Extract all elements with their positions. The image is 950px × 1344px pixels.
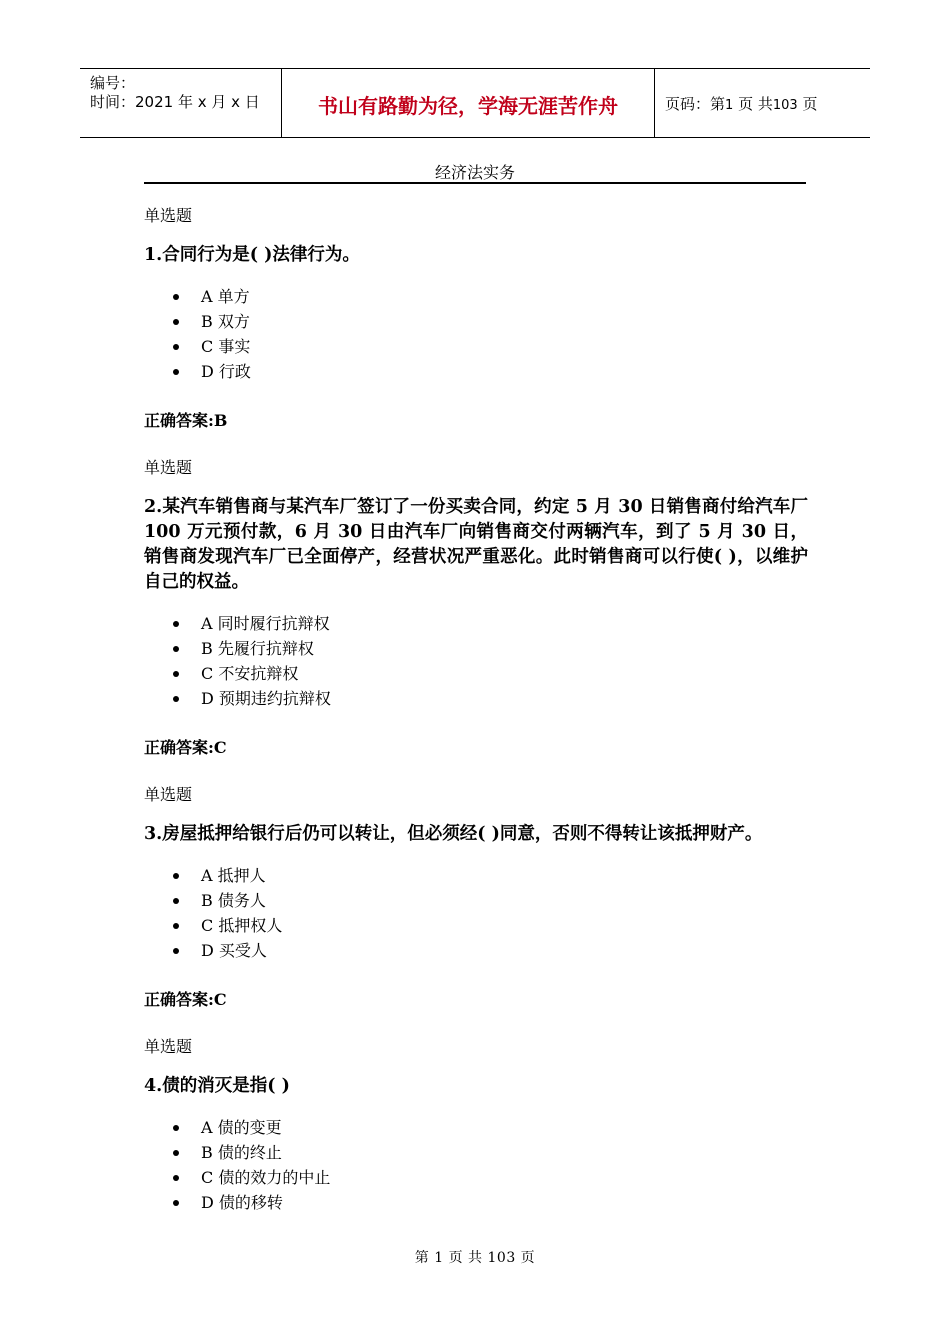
bullet-icon bbox=[173, 369, 179, 375]
option-text: C 不安抗辩权 bbox=[201, 664, 299, 683]
correct-answer: 正确答案:B bbox=[144, 411, 228, 430]
bullet-icon bbox=[173, 1150, 179, 1156]
option-item bbox=[170, 359, 251, 384]
motto: 书山有路勤为径，学海无涯苦作舟 bbox=[318, 94, 618, 118]
option-text: D 债的移转 bbox=[201, 1193, 283, 1212]
option-text: C 事实 bbox=[201, 337, 251, 356]
bullet-icon bbox=[173, 671, 179, 677]
question-stem: 4.债的消灭是指( ) bbox=[144, 1076, 290, 1096]
section-label: 单选题 bbox=[144, 1037, 193, 1056]
option-text: A 债的变更 bbox=[201, 1118, 282, 1137]
bullet-icon bbox=[173, 873, 179, 879]
bullet-icon bbox=[173, 1200, 179, 1206]
section-label: 单选题 bbox=[144, 458, 193, 477]
option-item bbox=[170, 888, 282, 913]
title-divider bbox=[144, 182, 806, 184]
option-item bbox=[170, 1165, 330, 1190]
header-motto-cell bbox=[282, 69, 655, 137]
option-text: B 先履行抗辩权 bbox=[201, 639, 314, 658]
option-item bbox=[170, 309, 251, 334]
section-label: 单选题 bbox=[144, 785, 193, 804]
option-item bbox=[170, 1190, 330, 1215]
bullet-icon bbox=[173, 344, 179, 350]
option-list bbox=[170, 1115, 330, 1215]
option-item bbox=[170, 284, 251, 309]
bullet-icon bbox=[173, 646, 179, 652]
option-text: D 预期违约抗辩权 bbox=[201, 689, 331, 708]
page-middle: 页 共 bbox=[738, 95, 773, 113]
option-text: B 债务人 bbox=[201, 891, 266, 910]
bullet-icon bbox=[173, 696, 179, 702]
bullet-icon bbox=[173, 1125, 179, 1131]
option-text: D 行政 bbox=[201, 362, 251, 381]
option-item bbox=[170, 913, 282, 938]
option-item bbox=[170, 686, 331, 711]
question-stem: 1.合同行为是( )法律行为。 bbox=[144, 245, 360, 265]
option-list bbox=[170, 284, 251, 384]
option-item bbox=[170, 334, 251, 359]
question-stem: 3.房屋抵押给银行后仍可以转让，但必须经( )同意，否则不得转让该抵押财产。 bbox=[144, 824, 763, 844]
option-text: B 债的终止 bbox=[201, 1143, 282, 1162]
page-number: 1 bbox=[725, 98, 734, 113]
bullet-icon bbox=[173, 1175, 179, 1181]
option-item bbox=[170, 1140, 330, 1165]
page-total: 103 bbox=[772, 98, 798, 113]
option-item bbox=[170, 636, 331, 661]
option-text: A 同时履行抗辩权 bbox=[201, 614, 330, 633]
option-text: A 抵押人 bbox=[201, 866, 266, 885]
option-text: C 抵押权人 bbox=[201, 916, 283, 935]
option-item bbox=[170, 1115, 330, 1140]
option-text: C 债的效力的中止 bbox=[201, 1168, 331, 1187]
header-info-cell bbox=[80, 69, 282, 137]
page-suffix: 页 bbox=[802, 95, 818, 113]
bullet-icon bbox=[173, 319, 179, 325]
option-item bbox=[170, 611, 331, 636]
option-text: A 单方 bbox=[201, 287, 250, 306]
code-label: 编号： bbox=[90, 74, 136, 92]
bullet-icon bbox=[173, 948, 179, 954]
option-text: B 双方 bbox=[201, 312, 250, 331]
option-list bbox=[170, 611, 331, 711]
correct-answer: 正确答案:C bbox=[144, 990, 227, 1009]
bullet-icon bbox=[173, 898, 179, 904]
option-item bbox=[170, 661, 331, 686]
date-line: 时间：2021 年 x 月 x 日 bbox=[90, 93, 260, 111]
page-info bbox=[665, 93, 817, 114]
document-title: 经济法实务 bbox=[434, 163, 515, 182]
page-prefix: 页码：第 bbox=[665, 95, 726, 113]
question-stem: 2.某汽车销售商与某汽车厂签订了一份买卖合同，约定 5 月 30 日销售商付给汽车厂 100 万元预付款，6 月 30 日由汽车厂向销售商交付两辆汽车，到了 5 月 30 日，销售商发现汽车厂已全面停产，经营状况严重恶化。此时销售商可以行使( )，以维护自己的权益。 bbox=[144, 497, 808, 592]
option-item bbox=[170, 938, 282, 963]
page-footer: 第 1 页 共 103 页 bbox=[414, 1250, 536, 1266]
bullet-icon bbox=[173, 621, 179, 627]
bullet-icon bbox=[173, 294, 179, 300]
bullet-icon bbox=[173, 923, 179, 929]
option-text: D 买受人 bbox=[201, 941, 267, 960]
header-table bbox=[80, 68, 870, 138]
header-page-cell bbox=[655, 69, 870, 137]
option-item bbox=[170, 863, 282, 888]
option-list bbox=[170, 863, 282, 963]
section-label: 单选题 bbox=[144, 206, 193, 225]
correct-answer: 正确答案:C bbox=[144, 738, 227, 757]
